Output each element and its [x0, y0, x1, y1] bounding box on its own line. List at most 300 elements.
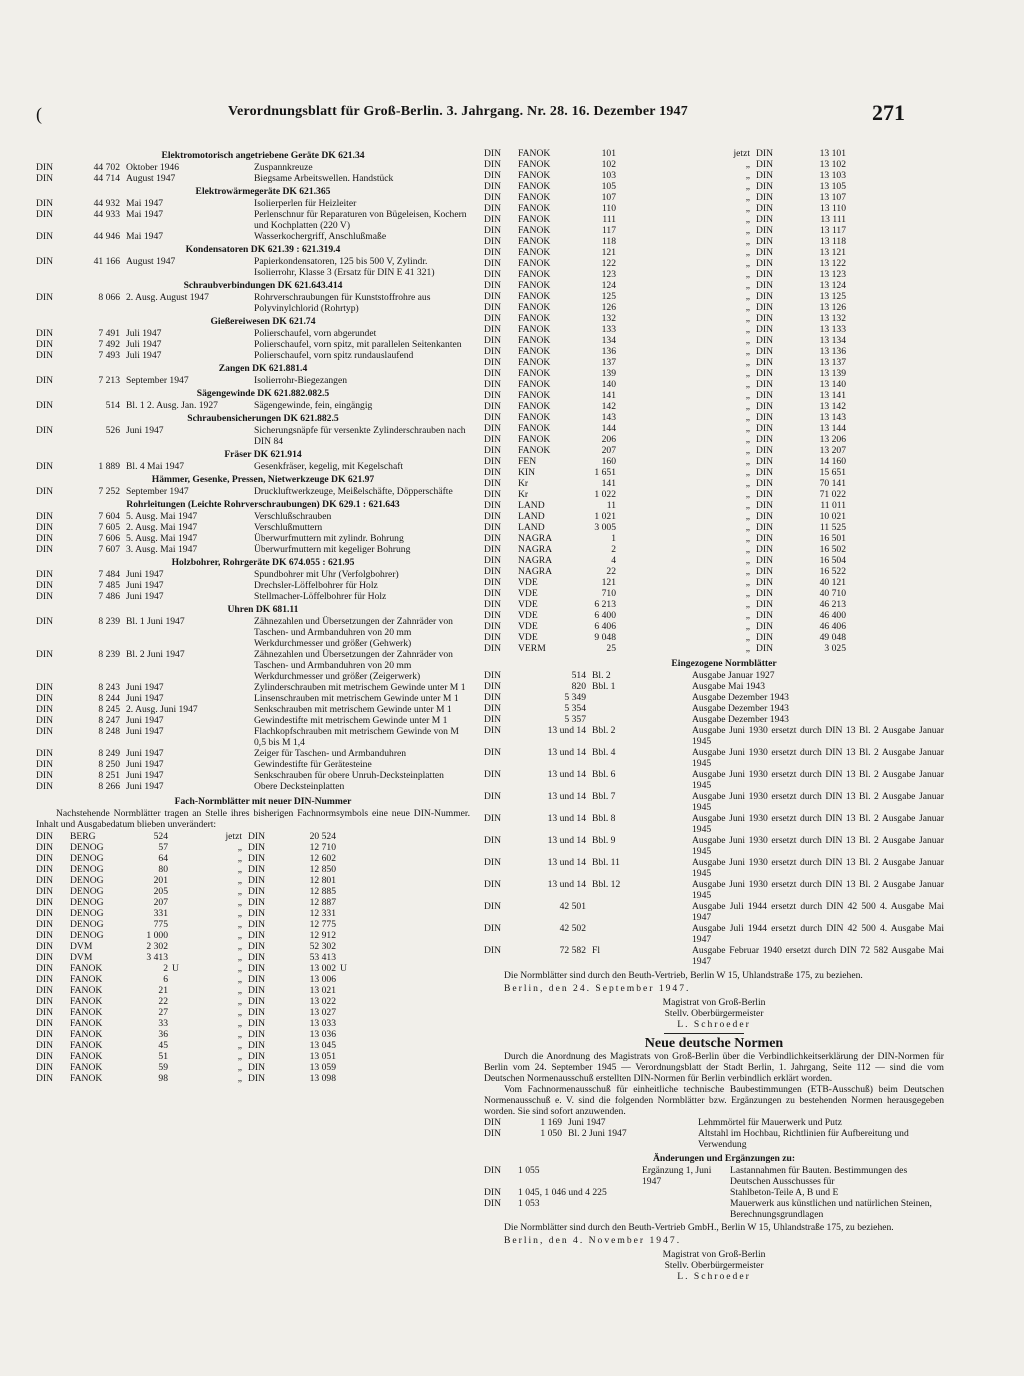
fach-jetzt: „: [237, 952, 242, 963]
fach-row: [36, 842, 354, 853]
fach-row: [484, 423, 850, 434]
fach-new-suffix: [340, 1051, 354, 1062]
fach-new-din: DIN: [756, 621, 774, 632]
fach-old-number: 25: [606, 643, 616, 654]
fach-jetzt: „: [745, 214, 750, 225]
aenderung-din: DIN: [484, 1165, 502, 1176]
fach-old-number: 205: [153, 886, 168, 897]
eingezogen-row: [484, 692, 944, 703]
fach-old-number: 1 000: [146, 930, 168, 941]
fach-jetzt: „: [745, 181, 750, 192]
norm-din: DIN: [36, 591, 54, 602]
fach-new-suffix: U: [340, 963, 347, 974]
fach-jetzt: „: [745, 533, 750, 544]
fach-din: DIN: [484, 291, 502, 302]
fach-new-din: DIN: [756, 401, 774, 412]
norm-title: Zylinderschrauben mit metrischem Gewinde unter M 1: [254, 682, 466, 693]
neue-row: [484, 1117, 944, 1128]
fach-row: [484, 500, 850, 511]
fach-row: [36, 864, 354, 875]
fach-old-number: 36: [158, 1029, 168, 1040]
fach-jetzt: „: [745, 368, 750, 379]
eingezogen-din: DIN: [484, 714, 502, 725]
fach-row: [484, 368, 850, 379]
eingezogen-text: Ausgabe Juni 1930 ersetzt durch DIN 13 Bl. 2 Ausgabe Januar 1945: [692, 769, 944, 791]
fach-old-number: 4: [611, 555, 616, 566]
fach-row: [36, 886, 354, 897]
norm-din: DIN: [36, 580, 54, 591]
fach-new-number: 13 002: [309, 963, 336, 974]
eingezogen-text: Ausgabe Februar 1940 ersetzt durch DIN 72 582 Ausgabe Mai 1947: [692, 945, 944, 967]
fach-new-din: DIN: [756, 159, 774, 170]
aenderung-number: 1 045, 1 046 und 4 225: [518, 1187, 607, 1198]
fach-new-din: DIN: [248, 1018, 266, 1029]
section-table: [36, 375, 470, 386]
fach-suffix: [172, 1040, 186, 1051]
fach-old-number: 1 651: [594, 467, 616, 478]
norm-title: Verschlußschrauben: [254, 511, 332, 522]
eingezogen-din: DIN: [484, 681, 502, 692]
fach-symbol: FANOK: [518, 280, 551, 291]
norm-number: 7 213: [98, 375, 120, 386]
eingezogen-blatt: Fl: [592, 945, 601, 956]
fach-row: [484, 599, 850, 610]
aenderungen-title: Änderungen und Ergänzungen zu:: [652, 1153, 796, 1164]
norm-title: Isolierrohr-Biegezangen: [254, 375, 348, 386]
norm-row: [36, 748, 470, 759]
aenderung-din: DIN: [484, 1198, 502, 1209]
fach-jetzt: „: [745, 544, 750, 555]
left-column: [36, 148, 470, 1084]
norm-number: 526: [105, 425, 120, 436]
fach-jetzt: „: [237, 886, 242, 897]
fach-new-number: 12 775: [309, 919, 336, 930]
fach-new-number: 13 036: [309, 1029, 336, 1040]
eingezogen-number: 13 und 14: [547, 857, 586, 868]
norm-din: DIN: [36, 198, 54, 209]
eingezogen-text: Ausgabe Dezember 1943: [692, 703, 789, 714]
fach-symbol: FANOK: [518, 170, 551, 181]
norm-title: Rohrverschraubungen für Kunststoffrohre aus Polyvinylchlorid (Rohrtyp): [254, 292, 431, 314]
norm-date: Bl. 2 Juni 1947: [126, 649, 185, 660]
fach-new-number: 13 141: [819, 390, 846, 401]
fach-new-number: 16 501: [819, 533, 846, 544]
fach-symbol: FANOK: [518, 313, 551, 324]
fach-old-number: 110: [601, 203, 616, 214]
fach-new-din: DIN: [756, 467, 774, 478]
fach-new-number: 13 123: [819, 269, 846, 280]
fach-symbol: FANOK: [518, 346, 551, 357]
fach-jetzt: „: [745, 445, 750, 456]
fach-old-number: 6 400: [594, 610, 616, 621]
fach-jetzt: „: [237, 1029, 242, 1040]
section-title: Uhren DK 681.11: [227, 604, 299, 615]
fach-new-suffix: [340, 1029, 354, 1040]
fach-symbol: FANOK: [518, 324, 551, 335]
eingezogen-blatt: Bbl. 4: [592, 747, 616, 758]
norm-title: Sicherungsnäpfe für versenkte Zylinderschrauben nach DIN 84: [254, 425, 466, 447]
fach-symbol: LAND: [518, 511, 545, 522]
norm-number: 8 248: [98, 726, 120, 737]
sig2-authority: Magistrat von Groß-Berlin: [662, 1249, 766, 1260]
fach-row: [484, 544, 850, 555]
fach-new-din: DIN: [756, 577, 774, 588]
neue-title: Altstahl im Hochbau, Richtlinien für Aufbereitung und Verwendung: [698, 1128, 909, 1150]
norm-row: [36, 569, 470, 580]
eingezogen-blatt: [592, 714, 692, 725]
fach-new-din: DIN: [756, 566, 774, 577]
fach-suffix: [172, 952, 186, 963]
fach-new-suffix: [340, 1018, 354, 1029]
norm-din: DIN: [36, 511, 54, 522]
fach-new-number: 13 098: [309, 1073, 336, 1084]
fach-row: [484, 588, 850, 599]
norm-date: Juni 1947: [126, 569, 164, 580]
fach-new-number: 12 602: [309, 853, 336, 864]
fach-old-number: 98: [158, 1073, 168, 1084]
eingezogen-number: 13 und 14: [547, 747, 586, 758]
fach-table-left: [36, 831, 354, 1084]
fach-new-number: 70 141: [819, 478, 846, 489]
fach-row: [484, 269, 850, 280]
fach-row: [484, 280, 850, 291]
fach-new-number: 13 139: [819, 368, 846, 379]
fach-new-number: 71 022: [819, 489, 846, 500]
fach-symbol: FANOK: [70, 974, 103, 985]
fach-din: DIN: [484, 214, 502, 225]
section-table: [36, 198, 470, 242]
fach-symbol: FANOK: [518, 379, 551, 390]
norm-row: [36, 591, 470, 602]
fach-new-number: 13 105: [819, 181, 846, 192]
fach-old-number: 11: [606, 500, 616, 511]
fach-row: [484, 335, 850, 346]
norm-row: [36, 533, 470, 544]
fach-row: [484, 159, 850, 170]
fach-new-number: 13 021: [309, 985, 336, 996]
fach-jetzt: „: [237, 1040, 242, 1051]
fach-row: [484, 291, 850, 302]
norm-number: 8 249: [98, 748, 120, 759]
fach-din: DIN: [484, 313, 502, 324]
fach-old-number: 6 213: [594, 599, 616, 610]
norm-row: [36, 580, 470, 591]
fach-new-number: 13 045: [309, 1040, 336, 1051]
norm-number: 8 066: [98, 292, 120, 303]
eingezogen-number: 5 349: [564, 692, 586, 703]
norm-row: [36, 544, 470, 555]
fach-jetzt: „: [745, 203, 750, 214]
norm-number: 44 702: [93, 162, 120, 173]
norm-din: DIN: [36, 162, 54, 173]
fach-symbol: FANOK: [70, 1040, 103, 1051]
fach-jetzt: „: [745, 566, 750, 577]
norm-row: [36, 704, 470, 715]
fach-jetzt: „: [745, 489, 750, 500]
fach-new-number: 49 048: [819, 632, 846, 643]
fach-symbol: FANOK: [70, 1062, 103, 1073]
fach-old-number: 126: [601, 302, 616, 313]
fach-new-din: DIN: [756, 456, 774, 467]
fach-new-number: 13 101: [819, 148, 846, 159]
fach-new-din: DIN: [756, 478, 774, 489]
eingezogen-blatt: Bbl. 2: [592, 725, 616, 736]
eingezogen-number: 5 357: [564, 714, 586, 725]
fach-symbol: FANOK: [518, 445, 551, 456]
fach-row: [36, 985, 354, 996]
norm-din: DIN: [36, 461, 54, 472]
fach-new-number: 13 142: [819, 401, 846, 412]
fach-symbol: NAGRA: [518, 533, 553, 544]
fach-jetzt: „: [745, 357, 750, 368]
fach-new-number: 40 710: [819, 588, 846, 599]
fach-old-number: 51: [158, 1051, 168, 1062]
eingezogen-din: DIN: [484, 670, 502, 681]
fach-old-number: 524: [153, 831, 168, 842]
fach-row: [484, 203, 850, 214]
fach-new-suffix: [340, 875, 354, 886]
fach-table-right: [484, 148, 850, 654]
norm-din: DIN: [36, 616, 54, 627]
fach-din: DIN: [36, 996, 54, 1007]
fach-din: DIN: [484, 390, 502, 401]
aenderung-row: [484, 1198, 944, 1220]
fach-old-number: 27: [158, 1007, 168, 1018]
fach-din: DIN: [484, 379, 502, 390]
section-table: [36, 162, 470, 184]
eingezogen-din: DIN: [484, 747, 502, 758]
norm-din: DIN: [36, 544, 54, 555]
fach-suffix: [172, 1007, 186, 1018]
fach-new-suffix: [340, 985, 354, 996]
fach-suffix: [172, 875, 186, 886]
fach-row: [484, 434, 850, 445]
fach-din: DIN: [484, 324, 502, 335]
norm-din: DIN: [36, 375, 54, 386]
fach-new-number: 20 524: [309, 831, 336, 842]
norm-din: DIN: [36, 726, 54, 737]
norm-title: Zeiger für Taschen- und Armbanduhren: [254, 748, 407, 759]
norm-title: Polierschaufel, vorn spitz rundauslaufend: [254, 350, 414, 361]
norm-date: Mai 1947: [126, 231, 164, 242]
fach-new-din: DIN: [248, 941, 266, 952]
fach-new-suffix: [340, 864, 354, 875]
fach-old-number: 2 302: [146, 941, 168, 952]
norm-number: 8 243: [98, 682, 120, 693]
fach-symbol: VDE: [518, 599, 538, 610]
fach-old-number: 133: [601, 324, 616, 335]
fach-new-din: DIN: [248, 853, 266, 864]
fach-new-suffix: [340, 831, 354, 842]
norm-row: [36, 292, 470, 314]
fach-new-suffix: [340, 996, 354, 1007]
fach-symbol: FANOK: [70, 1073, 103, 1084]
fach-row: [484, 181, 850, 192]
fach-symbol: BERG: [70, 831, 96, 842]
fach-old-number: 101: [601, 148, 616, 159]
norm-din: DIN: [36, 693, 54, 704]
eingezogen-din: DIN: [484, 857, 502, 868]
fach-jetzt: „: [237, 963, 242, 974]
fach-row: [484, 445, 850, 456]
fach-din: DIN: [484, 522, 502, 533]
fach-row: [36, 1051, 354, 1062]
fach-symbol: FANOK: [518, 214, 551, 225]
fach-din: DIN: [484, 192, 502, 203]
fach-new-din: DIN: [756, 434, 774, 445]
fach-din: DIN: [36, 1051, 54, 1062]
eingezogen-blatt: Bbl. 1: [592, 681, 616, 692]
neue-paragraph-2: Vom Fachnormenausschuß für einheitliche technische Baubestimmungen (ETB-Ausschuß) beim Deutschen Normenausschuß e. V. sind die folgenden Normblätter bzw. Ergänzungen zu bestehenden Normen herausgegeben worden. Sie sind sofort anzuwenden.: [484, 1084, 944, 1117]
fach-din: DIN: [484, 599, 502, 610]
fach-din: DIN: [484, 346, 502, 357]
norm-number: 8 239: [98, 649, 120, 660]
fach-row: [484, 313, 850, 324]
fach-new-din: DIN: [756, 632, 774, 643]
fach-din: DIN: [484, 544, 502, 555]
fach-symbol: FANOK: [518, 269, 551, 280]
fach-jetzt: „: [237, 941, 242, 952]
fach-row: [484, 247, 850, 258]
fach-jetzt: „: [745, 478, 750, 489]
norm-title: Sägengewinde, fein, eingängig: [254, 400, 373, 411]
norm-row: [36, 375, 470, 386]
fach-din: DIN: [484, 412, 502, 423]
aenderungen-table: [484, 1165, 944, 1220]
fach-row: [36, 996, 354, 1007]
fach-old-number: 102: [601, 159, 616, 170]
beuth-note-2: Die Normblätter sind durch den Beuth-Vertrieb GmbH., Berlin W 15, Uhlandstraße 175, zu beziehen.: [504, 1222, 894, 1233]
norm-number: 8 245: [98, 704, 120, 715]
section-table: [36, 616, 470, 792]
fach-new-din: DIN: [756, 302, 774, 313]
fach-new-number: 12 887: [309, 897, 336, 908]
fach-din: DIN: [36, 1029, 54, 1040]
norm-row: [36, 209, 470, 231]
fach-new-number: 46 406: [819, 621, 846, 632]
norm-title: Gewindestifte mit metrischem Gewinde unter M 1: [254, 715, 448, 726]
norm-row: [36, 461, 470, 472]
fach-symbol: Kr: [518, 489, 529, 500]
fach-symbol: FANOK: [518, 357, 551, 368]
neue-row: [484, 1128, 944, 1150]
fach-new-suffix: [340, 952, 354, 963]
fach-din: DIN: [36, 831, 54, 842]
norm-title: Überwurfmuttern mit zylindr. Bohrung: [254, 533, 404, 544]
norm-number: 41 166: [93, 256, 120, 267]
norm-din: DIN: [36, 292, 54, 303]
fach-old-number: 6 406: [594, 621, 616, 632]
fach-jetzt: „: [745, 588, 750, 599]
fach-new-din: DIN: [756, 555, 774, 566]
fach-jetzt: jetzt: [225, 831, 242, 842]
fach-old-number: 121: [601, 577, 616, 588]
norm-title: Isolierperlen für Heizleiter: [254, 198, 357, 209]
aenderung-date: [642, 1187, 730, 1198]
norm-number: 44 932: [93, 198, 120, 209]
eingezogen-blatt: [592, 923, 692, 945]
fach-symbol: NAGRA: [518, 566, 553, 577]
norm-number: 7 252: [98, 486, 120, 497]
eingezogen-number: 820: [571, 681, 586, 692]
eingezogen-blatt: Bbl. 6: [592, 769, 616, 780]
fach-old-number: 139: [601, 368, 616, 379]
fach-jetzt: „: [237, 875, 242, 886]
norm-number: 44 946: [93, 231, 120, 242]
section-table: [36, 292, 470, 314]
fach-row: [36, 1040, 354, 1051]
fach-suffix: [172, 1051, 186, 1062]
fach-din: DIN: [484, 280, 502, 291]
fach-new-number: 13 027: [309, 1007, 336, 1018]
norm-date: September 1947: [126, 375, 189, 386]
fach-new-number: 13 006: [309, 974, 336, 985]
fach-row: [484, 258, 850, 269]
fach-new-number: 14 160: [819, 456, 846, 467]
norm-row: [36, 486, 470, 497]
fach-new-din: DIN: [756, 258, 774, 269]
fach-symbol: VDE: [518, 610, 538, 621]
norm-date: Juni 1947: [126, 580, 164, 591]
fach-din: DIN: [484, 467, 502, 478]
fach-new-din: DIN: [756, 170, 774, 181]
fach-old-number: 136: [601, 346, 616, 357]
norm-title: Senkschrauben für obere Unruh-Decksteinplatten: [254, 770, 444, 781]
fach-symbol: DENOG: [70, 919, 104, 930]
fach-symbol: VDE: [518, 632, 538, 643]
norm-date: September 1947: [126, 486, 189, 497]
aenderung-title: Mauerwerk aus künstlichen und natürlichen Steinen, Berechnungsgrundlagen: [730, 1198, 932, 1220]
norm-row: [36, 649, 470, 682]
fach-symbol: KIN: [518, 467, 536, 478]
running-title: Verordnungsblatt für Groß-Berlin. 3. Jahrgang. Nr. 28. 16. Dezember 1947: [228, 104, 688, 119]
norm-date: Juni 1947: [126, 726, 164, 737]
eingezogen-text: Ausgabe Juni 1930 ersetzt durch DIN 13 Bl. 2 Ausgabe Januar 1945: [692, 835, 944, 857]
fach-old-number: 1 022: [594, 489, 616, 500]
eingezogen-blatt: Bbl. 12: [592, 879, 621, 890]
norm-title: Überwurfmuttern mit kegeliger Bohrung: [254, 544, 411, 555]
fach-new-din: DIN: [756, 192, 774, 203]
norm-row: [36, 693, 470, 704]
fach-new-number: 13 122: [819, 258, 846, 269]
eingezogen-blatt: Bbl. 7: [592, 791, 616, 802]
fach-row: [36, 897, 354, 908]
norm-title: Zähnezahlen und Übersetzungen der Zahnräder von Taschen- und Armbanduhren von 20 mm Werkdurchmesser und größer (Gehwerk): [254, 616, 453, 649]
fach-jetzt: „: [745, 423, 750, 434]
fach-symbol: NAGRA: [518, 555, 553, 566]
fach-symbol: VDE: [518, 588, 538, 599]
fach-row: [484, 346, 850, 357]
norm-title: Linsenschrauben mit metrischem Gewinde unter M 1: [254, 693, 459, 704]
fach-new-din: DIN: [756, 313, 774, 324]
fach-suffix: [172, 974, 186, 985]
norm-row: [36, 350, 470, 361]
fach-symbol: FEN: [518, 456, 537, 467]
eingezogen-din: DIN: [484, 879, 502, 890]
fach-din: DIN: [484, 335, 502, 346]
aenderung-title: Stahlbeton-Teile A, B und E: [730, 1187, 839, 1198]
fach-jetzt: „: [745, 379, 750, 390]
fach-intro: Nachstehende Normblätter tragen an Stelle ihres bisherigen Fachnormsymbols eine neue DIN-Nummer. Inhalt und Ausgabedatum blieben unverändert:: [36, 808, 470, 830]
fach-jetzt: „: [237, 1062, 242, 1073]
fach-symbol: FANOK: [70, 996, 103, 1007]
fach-jetzt: „: [237, 996, 242, 1007]
fach-jetzt: „: [745, 577, 750, 588]
norm-number: 514: [105, 400, 120, 411]
page-header: [0, 100, 1024, 130]
fach-jetzt: „: [745, 467, 750, 478]
neue-date: Juni 1947: [568, 1117, 606, 1128]
